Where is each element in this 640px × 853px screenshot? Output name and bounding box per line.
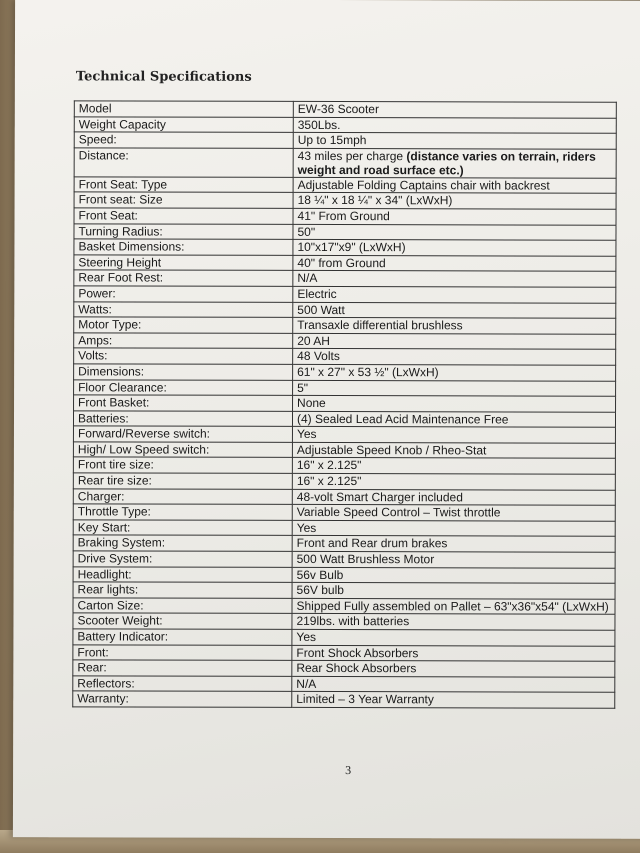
spec-label: Reflectors: xyxy=(73,676,292,692)
spec-value-text: None xyxy=(297,395,326,411)
spec-label: Warranty: xyxy=(73,691,292,707)
spec-value-text: 50" xyxy=(297,224,316,239)
spec-row xyxy=(74,333,616,350)
spec-row xyxy=(74,379,616,396)
spec-label: Basket Dimensions: xyxy=(74,239,293,255)
spec-row xyxy=(73,629,615,646)
spec-value xyxy=(292,458,615,474)
spec-label: Power: xyxy=(74,286,293,302)
spec-label: Throttle Type: xyxy=(73,504,292,520)
spec-value xyxy=(292,505,615,521)
spec-row xyxy=(74,177,616,194)
spec-label: Weight Capacity xyxy=(74,116,293,132)
spec-row xyxy=(73,442,615,459)
spec-value xyxy=(292,411,615,427)
spec-value xyxy=(292,551,615,567)
spec-label: Drive System: xyxy=(73,551,292,567)
spec-value xyxy=(293,208,616,224)
spec-value-text: 43 miles per charge xyxy=(297,148,404,163)
spec-value-text: N/A xyxy=(297,271,318,286)
spec-value-text: Yes xyxy=(296,427,317,442)
spec-label: Rear lights: xyxy=(73,582,292,598)
spec-label: Front: xyxy=(73,644,292,660)
spec-row xyxy=(74,395,616,412)
spec-row xyxy=(73,613,615,630)
spec-row xyxy=(73,457,615,474)
spec-label: Rear Foot Rest: xyxy=(74,270,293,286)
spec-label: Carton Size: xyxy=(73,598,292,614)
spec-row xyxy=(73,691,615,708)
spec-value-text: Transaxle differential brushless xyxy=(297,318,463,333)
spec-value xyxy=(293,101,616,117)
spec-value-text: Adjustable Folding Captains chair with backrest xyxy=(297,177,550,193)
spec-value-text: 350Lbs. xyxy=(297,117,341,132)
spec-row xyxy=(73,660,615,677)
spec-row xyxy=(74,101,616,118)
spec-row xyxy=(74,255,616,272)
spec-label: Front Seat: xyxy=(74,208,293,224)
spec-label: Front tire size: xyxy=(73,457,292,473)
spec-value xyxy=(293,255,616,271)
spec-value xyxy=(293,380,616,396)
document-page xyxy=(13,0,640,839)
spec-value xyxy=(292,661,615,677)
spec-value-text: 16" x 2.125" xyxy=(296,458,362,473)
spec-row xyxy=(73,676,615,693)
spec-value-text: 10"x17"x9" (LxWxH) xyxy=(297,240,406,255)
spec-row xyxy=(73,644,615,661)
spec-value xyxy=(292,536,615,552)
spec-label: Front Seat: Type xyxy=(74,177,293,193)
spec-label: Key Start: xyxy=(73,520,292,536)
spec-value-text: 56V bulb xyxy=(296,583,344,598)
spec-value-text: Yes xyxy=(296,629,317,644)
spec-value-text: Front Shock Absorbers xyxy=(296,645,419,660)
spec-value xyxy=(293,193,616,209)
spec-row xyxy=(74,208,616,225)
spec-row xyxy=(74,148,616,178)
spec-value xyxy=(292,427,615,443)
spec-label: High/ Low Speed switch: xyxy=(73,442,292,458)
spec-value-text: 500 Watt Brushless Motor xyxy=(296,551,435,567)
spec-note: (distance varies on terrain, riders weight and road surface etc.) xyxy=(297,148,596,178)
spec-label: Front Basket: xyxy=(74,395,293,411)
spec-label: Batteries: xyxy=(73,411,292,427)
spec-row xyxy=(73,473,615,490)
spec-label: Forward/Reverse switch: xyxy=(73,426,292,442)
spec-label: Charger: xyxy=(73,488,292,504)
spec-value-text: 40" from Ground xyxy=(297,255,386,270)
spec-row xyxy=(74,116,616,133)
spec-row xyxy=(73,598,615,615)
spec-value xyxy=(292,629,615,645)
spec-value-text: (4) Sealed Lead Acid Maintenance Free xyxy=(296,411,509,427)
spec-value xyxy=(292,614,615,630)
spec-value xyxy=(293,133,616,149)
spec-value-text: EW-36 Scooter xyxy=(297,101,379,117)
spec-value xyxy=(292,442,615,458)
spec-label: Distance: xyxy=(74,148,293,178)
spec-value xyxy=(292,692,615,708)
spec-row xyxy=(73,488,615,505)
spec-row xyxy=(73,426,615,443)
spec-label: Volts: xyxy=(74,348,293,364)
spec-label: Front seat: Size xyxy=(74,192,293,208)
spec-value xyxy=(293,395,616,411)
spec-row xyxy=(73,566,615,583)
spec-row xyxy=(73,411,615,428)
page-title: Technical Specifications xyxy=(75,69,252,85)
spec-value-text: Limited – 3 Year Warranty xyxy=(296,692,434,707)
spec-value-text: 56v Bulb xyxy=(296,567,344,582)
spec-value xyxy=(293,177,616,193)
spec-label: Steering Height xyxy=(74,255,293,271)
spec-value-text: 5" xyxy=(297,380,309,395)
spec-value-text: Up to 15mph xyxy=(297,133,367,148)
spec-value xyxy=(292,583,615,599)
spec-label: Turning Radius: xyxy=(74,223,293,239)
spec-value xyxy=(293,349,616,365)
spec-label: Battery Indicator: xyxy=(73,629,292,645)
spec-value-text: 16" x 2.125" xyxy=(296,473,362,489)
spec-label: Scooter Weight: xyxy=(73,613,292,629)
spec-row xyxy=(74,301,616,318)
spec-value-text: Shipped Fully assembled on Pallet – 63"x36"x54" (LxWxH) xyxy=(296,598,609,614)
spec-value xyxy=(292,520,615,536)
spec-value-text: 20 AH xyxy=(297,333,330,348)
spec-label: Speed: xyxy=(74,132,293,148)
spec-row xyxy=(74,364,616,381)
spec-value xyxy=(293,148,616,178)
spec-row xyxy=(74,317,616,334)
spec-value-text: 41" From Ground xyxy=(297,208,390,224)
spec-value-text: Yes xyxy=(296,520,317,535)
spec-value-text: Rear Shock Absorbers xyxy=(296,661,417,676)
spec-row xyxy=(73,504,615,521)
spec-row xyxy=(74,192,616,209)
spec-label: Braking System: xyxy=(73,535,292,551)
spec-row xyxy=(73,535,615,552)
spec-label: Headlight: xyxy=(73,566,292,582)
spec-label: Motor Type: xyxy=(74,317,293,333)
spec-row xyxy=(74,132,616,149)
spec-value-text: 500 Watt xyxy=(297,302,345,317)
spec-value xyxy=(292,645,615,661)
spec-value xyxy=(293,117,616,133)
spec-row xyxy=(73,520,615,537)
spec-label: Rear tire size: xyxy=(73,473,292,489)
spec-row xyxy=(74,348,616,365)
spec-row xyxy=(73,551,615,568)
spec-value-text: Adjustable Speed Knob / Rheo-Stat xyxy=(296,442,487,458)
spec-value-text: 219lbs. with batteries xyxy=(296,614,410,629)
spec-label: Rear: xyxy=(73,660,292,676)
spec-value-text: 48 Volts xyxy=(297,349,340,364)
spec-value xyxy=(293,302,616,318)
spec-label: Dimensions: xyxy=(74,364,293,380)
spec-value xyxy=(292,598,615,614)
spec-value-text: Front and Rear drum brakes xyxy=(296,536,448,551)
spec-value xyxy=(292,676,615,692)
spec-value xyxy=(293,271,616,287)
page-number: 3 xyxy=(345,763,352,778)
spec-value xyxy=(293,318,616,334)
spec-row xyxy=(73,582,615,599)
spec-label: Watts: xyxy=(74,301,293,317)
spec-value xyxy=(293,286,616,302)
spec-label: Floor Clearance: xyxy=(74,379,293,395)
spec-value xyxy=(293,224,616,240)
spec-value xyxy=(293,364,616,380)
spec-row xyxy=(74,239,616,256)
spec-value xyxy=(292,489,615,505)
spec-value-text: Electric xyxy=(297,286,337,301)
spec-label: Amps: xyxy=(74,333,293,349)
spec-value-text: 48-volt Smart Charger included xyxy=(296,489,463,504)
spec-value-text: Variable Speed Control – Twist throttle xyxy=(296,505,501,520)
spec-value xyxy=(293,333,616,349)
spec-row xyxy=(74,270,616,287)
spec-row xyxy=(74,223,616,240)
spec-value xyxy=(292,473,615,489)
spec-value xyxy=(293,240,616,256)
spec-value-text: 61" x 27" x 53 ½" (LxWxH) xyxy=(297,364,439,380)
spec-value-text: N/A xyxy=(296,676,317,691)
spec-label: Model xyxy=(74,101,293,117)
spec-value-text: 18 ¼" x 18 ¼" x 34" (LxWxH) xyxy=(297,193,453,208)
spec-row xyxy=(74,286,616,303)
spec-value xyxy=(292,567,615,583)
specifications-table xyxy=(72,100,617,708)
